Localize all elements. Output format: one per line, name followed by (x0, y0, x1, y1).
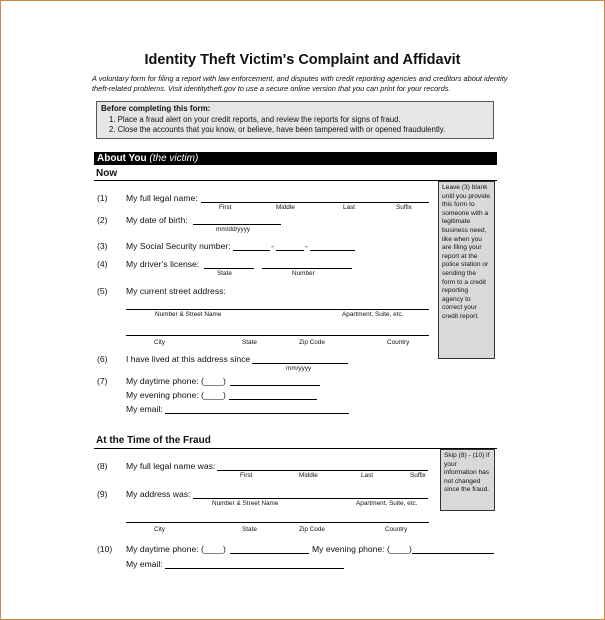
q9-city-field[interactable] (126, 522, 429, 523)
q3-number: (3) (97, 241, 108, 251)
q7-email-field[interactable] (165, 413, 349, 414)
before-heading: Before completing this form: (101, 104, 211, 113)
q1-label: My full legal name: (126, 193, 198, 203)
sidebar-note-now: Leave (3) blank until you provide this form to someone with a legitimate business need, like when you are filing your report at the police station or sending the form to a credit reporting agency to correct your credit report. (438, 181, 495, 359)
q8-cap-first: First (240, 472, 253, 479)
q4-cap-state: State (217, 270, 232, 277)
q8-label: My full legal name was: (126, 461, 216, 471)
q4-number-field[interactable] (262, 268, 352, 269)
q10-evening-label: My evening phone: (____) (312, 544, 412, 554)
q10-evening-field[interactable] (412, 553, 494, 554)
q9-cap-street: Number & Street Name (212, 500, 279, 507)
q6-label: I have lived at this address since (126, 354, 251, 364)
q3-dash-1: - (271, 241, 274, 251)
q10-email-field[interactable] (165, 568, 344, 569)
q5-street-field[interactable] (126, 309, 429, 310)
q5-cap-country: Country (387, 339, 410, 346)
q9-cap-country: Country (385, 526, 408, 533)
q4-cap-number: Number (292, 270, 315, 277)
q5-cap-city: City (154, 339, 166, 346)
q3-ssn-field-2[interactable] (276, 250, 304, 251)
q1-number: (1) (97, 193, 108, 203)
section-about-you (94, 152, 497, 165)
q7-evening-label: My evening phone: (____) (126, 390, 226, 400)
q8-cap-middle: Middle (299, 472, 318, 479)
q3-label: My Social Security number: (126, 241, 231, 251)
q4-number: (4) (97, 259, 108, 269)
q8-number: (8) (97, 461, 108, 471)
q4-label: My driver’s license: (126, 259, 200, 269)
q3-dash-2: - (305, 241, 308, 251)
q3-ssn-field-1[interactable] (233, 250, 270, 251)
before-item-1: 1. Place a fraud alert on your credit reports, and review the reports for signs of fraud. (109, 114, 401, 124)
q2-dob-field[interactable] (193, 224, 281, 225)
q6-date-field[interactable] (252, 363, 348, 364)
q9-cap-state: State (242, 526, 257, 533)
q2-label: My date of birth: (126, 215, 188, 225)
fraud-heading: At the Time of the Fraud (96, 435, 211, 446)
sidebar-note-fraud: Skip (8) - (10) if your information has not changed since the fraud. (440, 449, 495, 511)
q7-number: (7) (97, 376, 108, 386)
q7-email-label: My email: (126, 404, 163, 414)
before-completing-box (96, 101, 494, 139)
q10-number: (10) (97, 544, 113, 554)
q1-cap-middle: Middle (276, 204, 295, 211)
q6-number: (6) (97, 354, 108, 364)
document-title: Identity Theft Victim's Complaint and Affidavit (144, 52, 461, 68)
q2-number: (2) (97, 215, 108, 225)
q5-cap-apt: Apartment, Suite, etc. (342, 311, 404, 318)
q9-label: My address was: (126, 489, 191, 499)
q5-cap-zip: Zip Code (299, 339, 325, 346)
q9-street-field[interactable] (193, 498, 428, 499)
q4-state-field[interactable] (204, 268, 254, 269)
q5-cap-state: State (242, 339, 257, 346)
fraud-heading-rule (94, 448, 497, 449)
q6-cap: mm/yyyy (286, 365, 312, 372)
q5-city-field[interactable] (126, 335, 429, 336)
q10-daytime-field[interactable] (230, 553, 309, 554)
q9-cap-city: City (154, 526, 166, 533)
q5-cap-street: Number & Street Name (155, 311, 222, 318)
q9-number: (9) (97, 489, 108, 499)
q7-evening-field[interactable] (229, 399, 317, 400)
q5-number: (5) (97, 286, 108, 296)
q1-cap-first: First (219, 204, 232, 211)
now-heading-rule (94, 180, 497, 181)
q3-ssn-field-3[interactable] (310, 250, 355, 251)
q2-cap: mm/dd/yyyy (216, 226, 251, 233)
q10-email-label: My email: (126, 559, 163, 569)
q8-cap-suffix: Suffix (410, 472, 426, 479)
q8-name-field[interactable] (217, 470, 428, 471)
q5-label: My current street address: (126, 286, 226, 296)
q1-name-field[interactable] (201, 202, 429, 203)
intro-text: A voluntary form for filing a report with law enforcement, and disputes with credit reporting agencies and creditors about identity theft-related problems. Visit identitytheft.gov to use a secure online version that you can print for your records. (92, 74, 508, 93)
q7-daytime-label: My daytime phone: (____) (126, 376, 226, 386)
q7-daytime-field[interactable] (230, 385, 320, 386)
section-title: About You (97, 153, 147, 164)
section-subtitle: (the victim) (149, 153, 199, 164)
q8-cap-last: Last (361, 472, 374, 479)
q9-cap-zip: Zip Code (299, 526, 325, 533)
q1-cap-suffix: Suffix (396, 204, 412, 211)
q10-daytime-label: My daytime phone: (____) (126, 544, 226, 554)
q9-cap-apt: Apartment, Suite, etc. (356, 500, 418, 507)
before-item-2: 2. Close the accounts that you know, or believe, have been tampered with or opened fraudulently. (109, 125, 446, 134)
q1-cap-last: Last (343, 204, 356, 211)
now-heading: Now (96, 168, 118, 179)
